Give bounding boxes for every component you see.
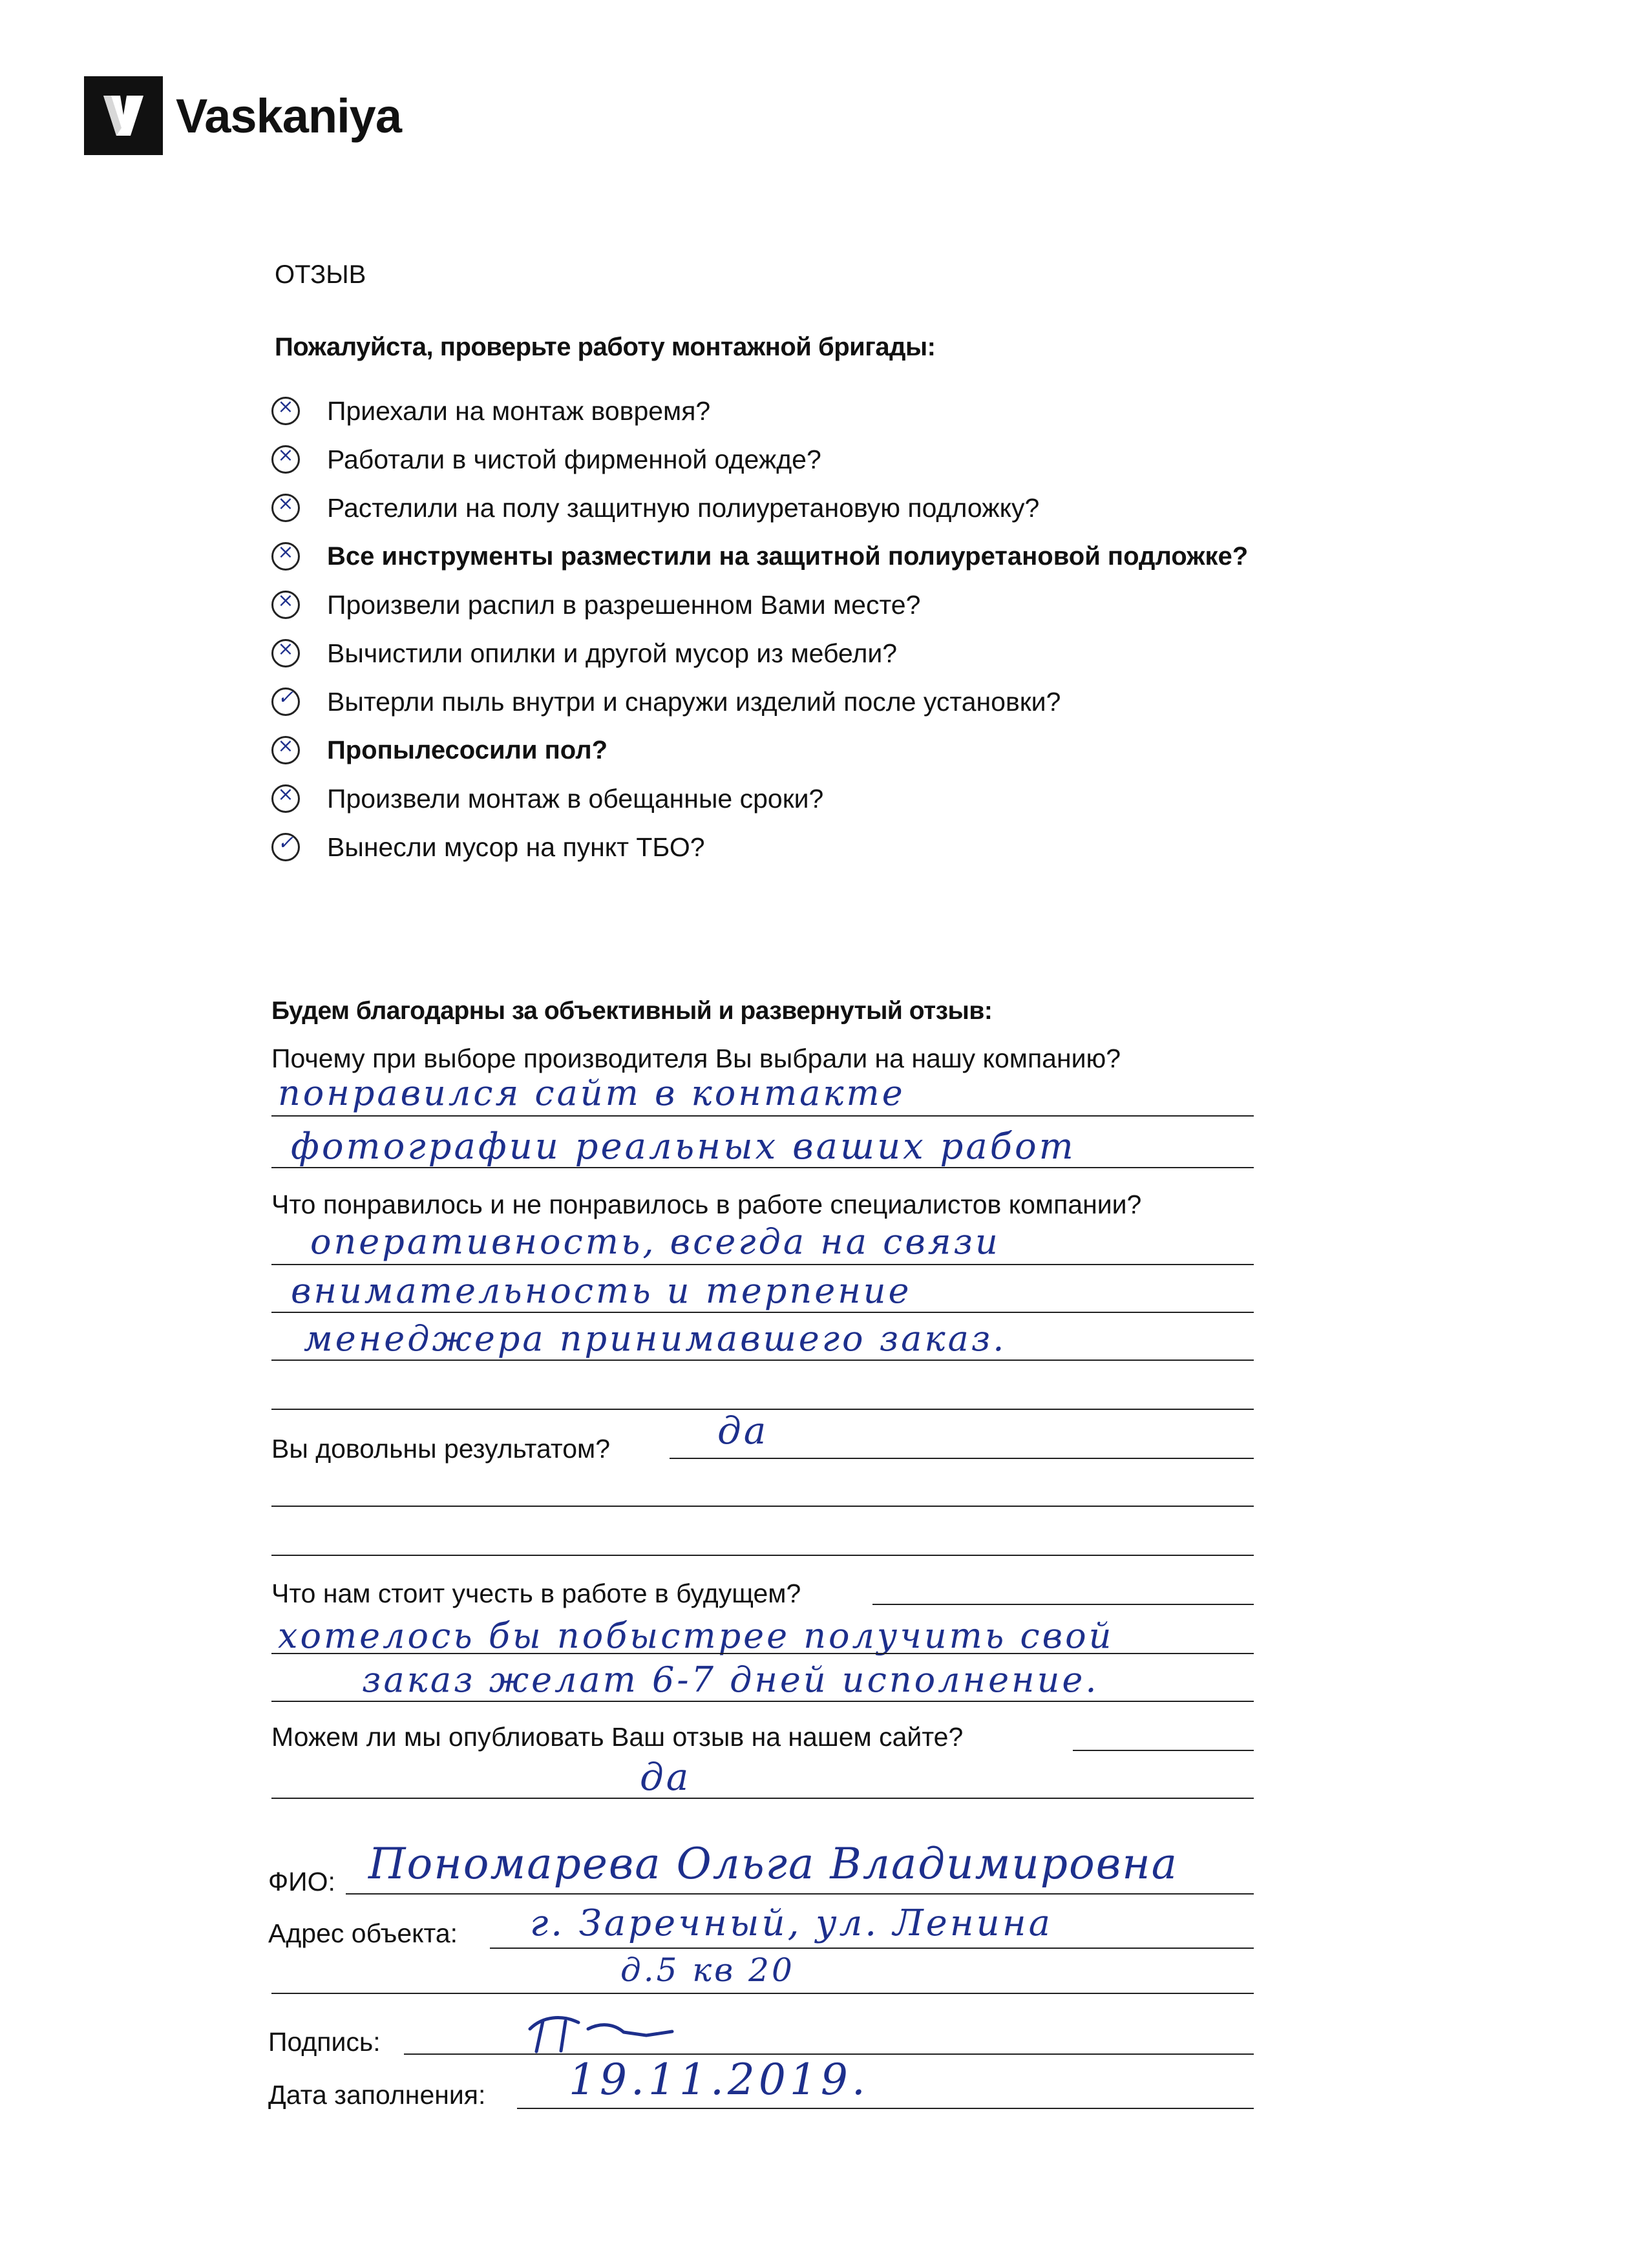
check-mark: ✓ [277,832,294,854]
address-line[interactable] [271,1993,1254,1994]
checklist-item-label: Работали в чистой фирменной одежде? [327,445,821,474]
question-future-improvements: Что нам стоит учесть в работе в будущем? [271,1579,801,1608]
answer-liked-disliked-line-3: менеджера принимавшего заказ. [304,1318,1007,1359]
address-label: Адрес объекта: [268,1918,458,1948]
question-liked-disliked: Что понравилось и не понравилось в работе специалистов компании? [271,1190,1142,1219]
answer-why-chose-us-line-2: фотографии реальных ваших работ [291,1126,1076,1168]
logo-v-icon [84,76,163,155]
date-label: Дата заполнения: [268,2080,486,2110]
answer-line [271,1312,1254,1313]
answer-line [271,1798,1254,1799]
answer-publish-permission: да [640,1755,692,1799]
answer-line [271,1506,1254,1507]
fio-label: ФИО: [268,1867,335,1896]
answer-line [271,1167,1254,1168]
address-value-line-2: д.5 кв 20 [620,1951,795,1989]
answer-why-chose-us-line-1: понравился сайт в контакте [278,1073,905,1113]
answer-future-line-2: заказ желат 6-7 дней исполнение. [362,1659,1099,1700]
checklist-item-label: Произвели распил в разрешенном Вами месте? [327,590,921,620]
fio-line[interactable] [346,1893,1254,1895]
check-mark: × [277,444,294,467]
check-mark: × [277,541,294,563]
checklist-item-label: Пропылесосили пол? [327,736,608,764]
check-mark: × [277,783,294,806]
answer-liked-disliked-line-2: внимательность и терпение [291,1270,912,1311]
checklist-item-label: Растелили на полу защитную полиуретановую подложку? [327,493,1040,523]
check-mark: × [277,492,294,515]
question-publish-permission: Можем ли мы опублиовать Ваш отзыв на нашем сайте? [271,1722,964,1752]
answer-line [271,1555,1254,1556]
answer-line [271,1264,1254,1265]
feedback-heading: Будем благодарны за объективный и развернутый отзыв: [271,997,993,1025]
answer-future-line-1: хотелось бы побыстрее получить свой [278,1615,1114,1656]
check-mark: × [277,589,294,612]
address-line[interactable] [490,1948,1254,1949]
check-mark: × [277,395,294,418]
date-line[interactable] [517,2108,1254,2109]
date-value: 19.11.2019. [569,2055,869,2105]
answer-line [271,1360,1254,1361]
checklist-heading: Пожалуйста, проверьте работу монтажной бригады: [275,333,936,361]
brand-logo-mark [84,76,163,155]
question-satisfied: Вы довольны результатом? [271,1434,610,1464]
check-mark: ✓ [277,686,294,709]
answer-line [271,1653,1254,1654]
address-value-line-1: г. Заречный, ул. Ленина [530,1902,1053,1944]
check-mark: × [277,638,294,660]
fio-value: Пономарева Ольга Владимировна [368,1839,1179,1889]
checklist-item-label: Произвели монтаж в обещанные сроки? [327,784,824,814]
signature-scribble [517,2003,685,2061]
checklist-item-label: Все инструменты разместили на защитной полиуретановой подложке? [327,542,1249,571]
brand-name: Vaskaniya [176,89,401,143]
checklist-item-label: Приехали на монтаж вовремя? [327,396,711,426]
answer-line [872,1604,1254,1605]
answer-line [271,1701,1254,1702]
answer-line [1073,1750,1254,1751]
answer-line [670,1458,1254,1459]
answer-liked-disliked-line-1: оперативность, всегда на связи [310,1221,1000,1262]
check-mark: × [277,735,294,757]
checklist-item-label: Вычистили опилки и другой мусор из мебели? [327,638,898,668]
answer-line [271,1115,1254,1117]
form-title: ОТЗЫВ [275,260,366,289]
checklist-item-label: Вытерли пыль внутри и снаружи изделий после установки? [327,687,1061,717]
checklist-item-label: Вынесли мусор на пункт ТБО? [327,832,705,862]
answer-satisfied: да [717,1409,769,1453]
question-why-chose-us: Почему при выборе производителя Вы выбрали на нашу компанию? [271,1044,1121,1073]
signature-label: Подпись: [268,2027,381,2057]
